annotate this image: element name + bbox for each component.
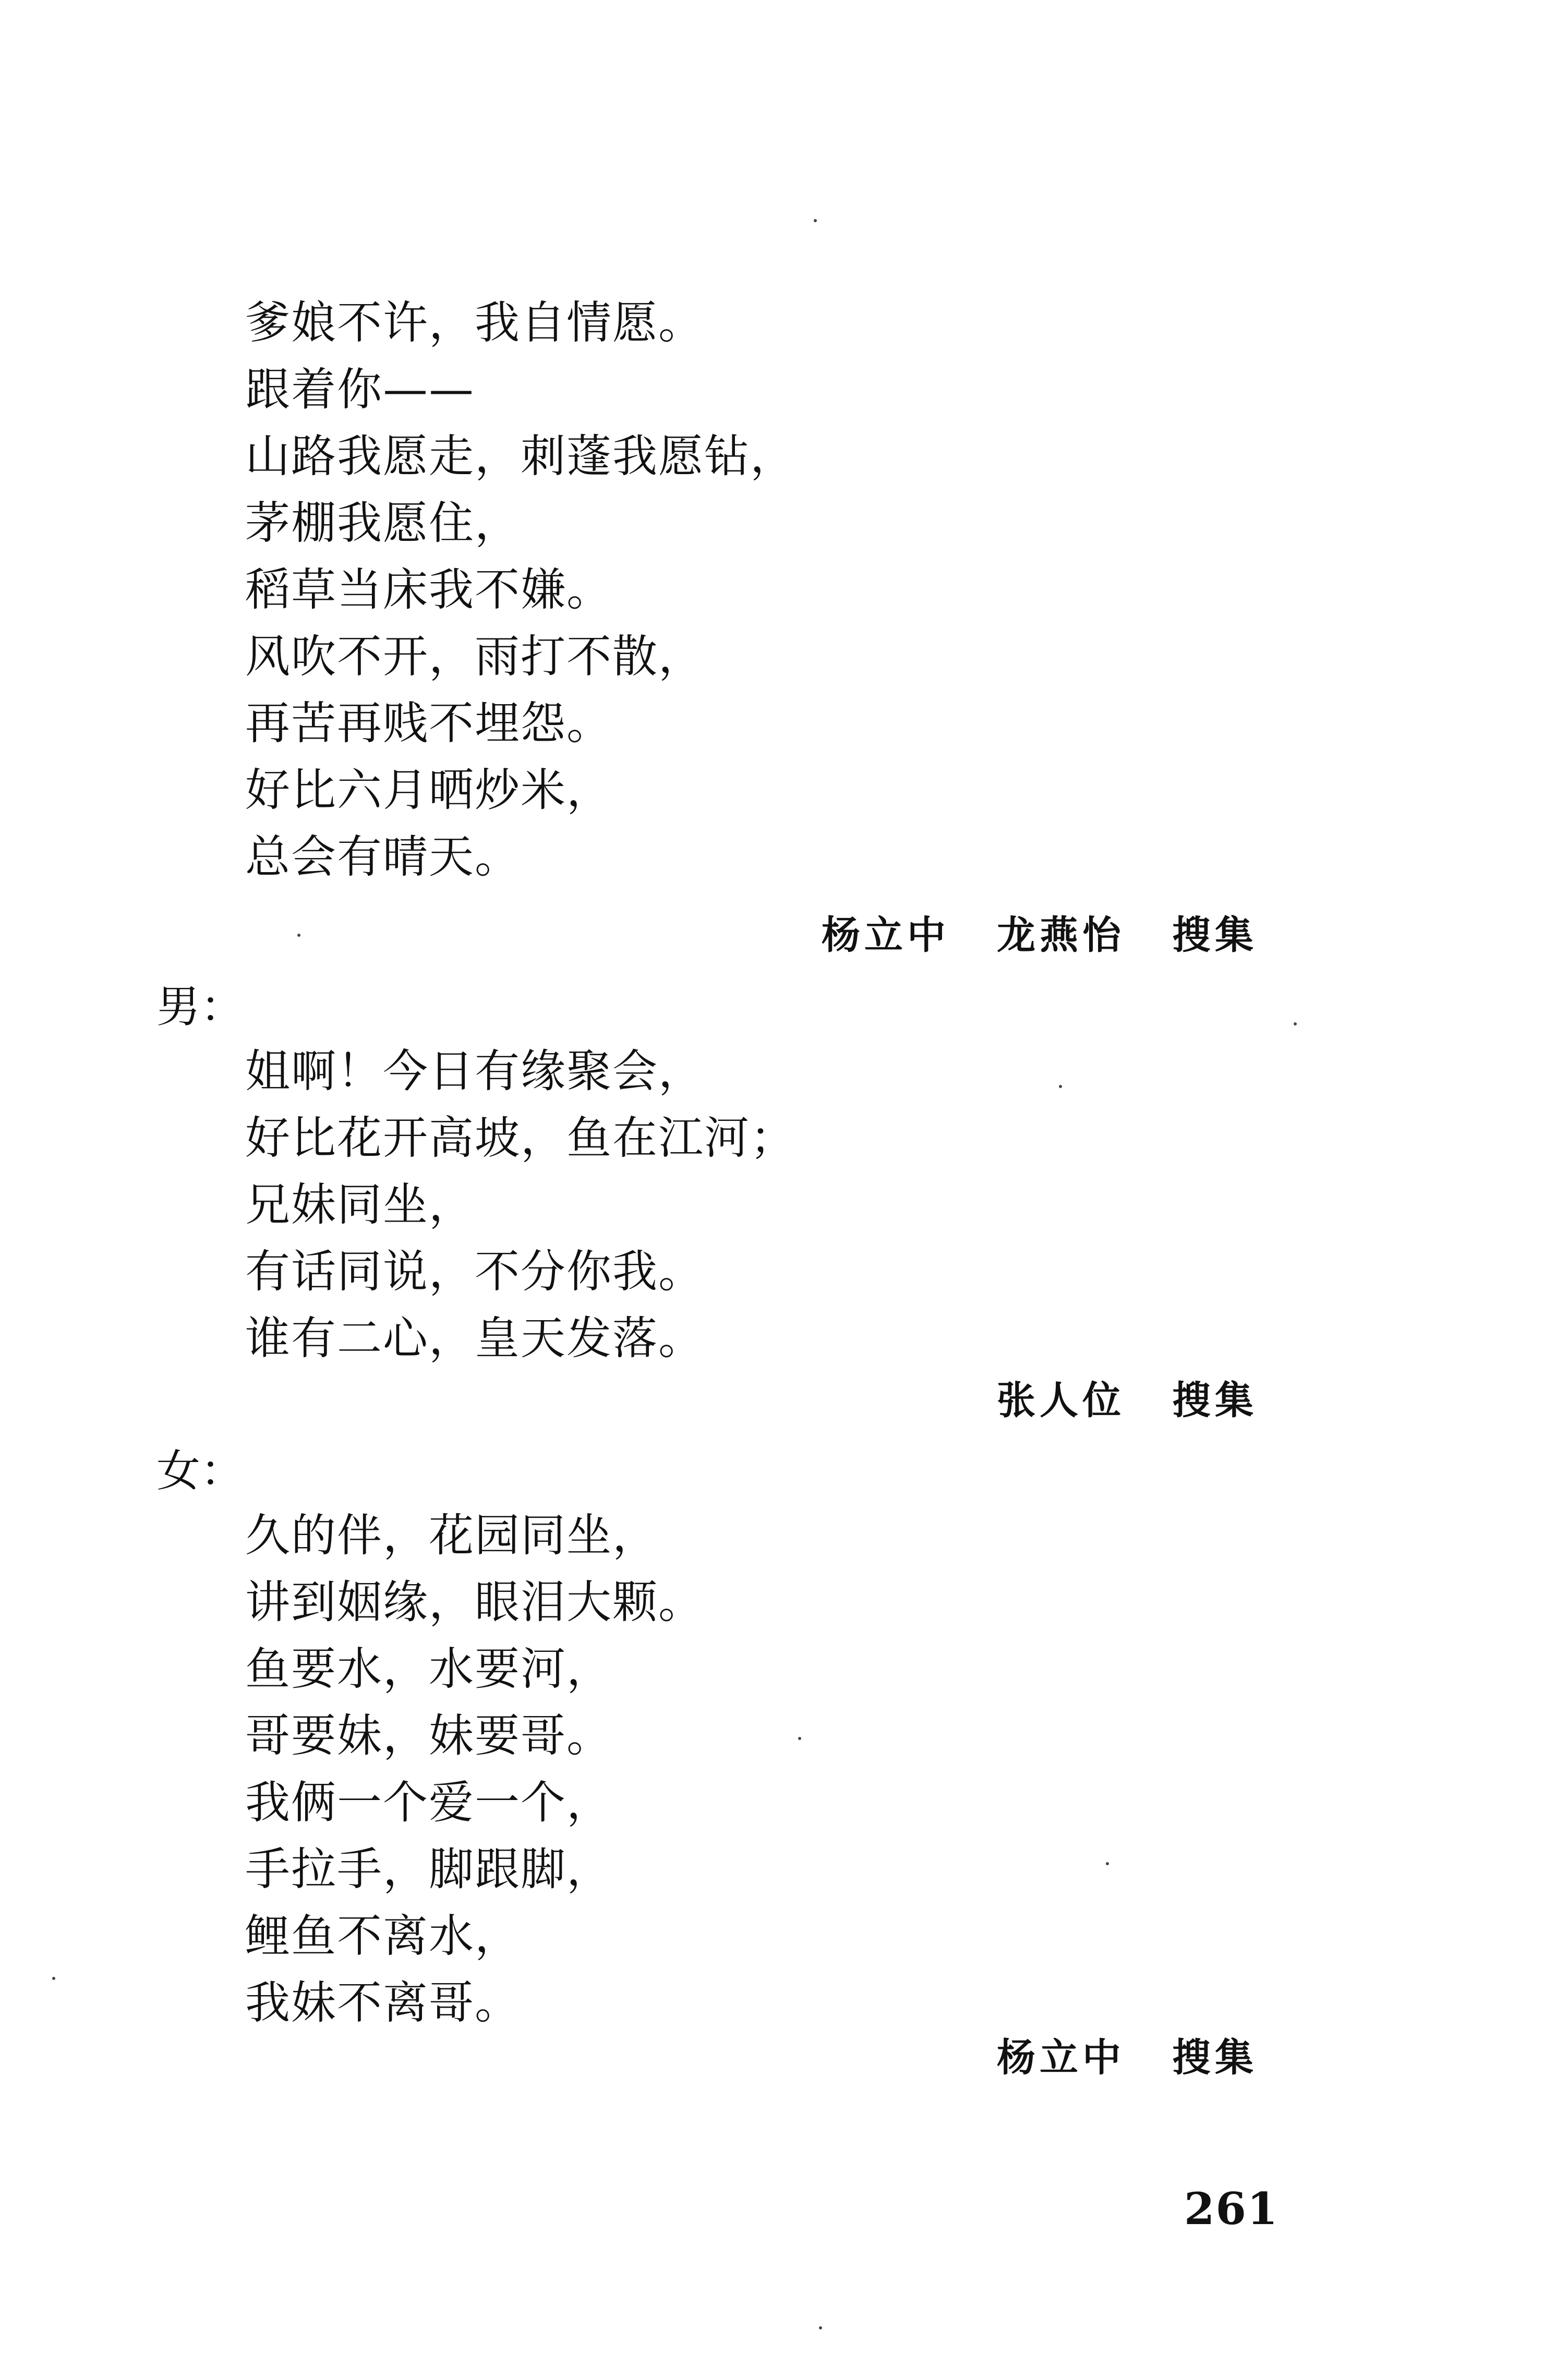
verse-line: 再苦再贱不埋怨。 bbox=[245, 697, 612, 750]
collector-name: 杨立中 bbox=[997, 2035, 1125, 2080]
scan-speck bbox=[819, 2326, 822, 2329]
verse-line: 好比花开高坡，鱼在江河； bbox=[245, 1112, 796, 1164]
verse-line: 山路我愿走，刺蓬我愿钻， bbox=[245, 430, 796, 482]
scan-speck bbox=[1106, 1862, 1109, 1865]
verse-line: 我俩一个爱一个， bbox=[245, 1777, 612, 1829]
verse-line: 稻草当床我不嫌。 bbox=[245, 564, 612, 616]
stanza-2 bbox=[245, 1038, 796, 1372]
scan-speck bbox=[1294, 1022, 1297, 1025]
verse-line: 跟着你—— bbox=[245, 364, 475, 416]
verse-line: 哥要妹，妹要哥。 bbox=[245, 1710, 612, 1762]
verse-line: 有话同说，不分你我。 bbox=[245, 1246, 704, 1298]
speaker-label: 女： bbox=[156, 1445, 245, 1496]
verse-line: 茅棚我愿住， bbox=[245, 497, 521, 549]
collector-name: 龙燕怡 bbox=[997, 913, 1125, 958]
verse-line: 我妹不离哥。 bbox=[245, 1977, 521, 2029]
verse-line: 手拉手，脚跟脚， bbox=[245, 1843, 612, 1895]
collector-credit bbox=[997, 1377, 1258, 1424]
scan-speck bbox=[52, 1977, 55, 1980]
verse-line: 爹娘不许，我自情愿。 bbox=[245, 297, 704, 349]
page-number: 261 bbox=[1184, 2183, 1279, 2235]
verse-line: 好比六月晒炒米， bbox=[245, 764, 612, 816]
collector-name: 张人位 bbox=[997, 1378, 1125, 1423]
stanza-3 bbox=[245, 1502, 704, 2036]
verse-line: 讲到姻缘，眼泪大颗。 bbox=[245, 1576, 704, 1628]
collector-credit bbox=[997, 2034, 1258, 2081]
verse-line: 谁有二心，皇天发落。 bbox=[245, 1312, 704, 1364]
verse-line: 鱼要水，水要河， bbox=[245, 1643, 612, 1695]
scan-speck bbox=[297, 934, 300, 937]
collector-credit bbox=[822, 912, 1258, 959]
collector-name: 杨立中 bbox=[822, 913, 950, 958]
verse-line: 总会有晴天。 bbox=[245, 831, 521, 883]
stanza-1 bbox=[245, 289, 796, 890]
collect-label: 搜集 bbox=[1172, 913, 1258, 958]
collect-label: 搜集 bbox=[1172, 1378, 1258, 1423]
verse-line: 久的伴，花园同坐， bbox=[245, 1509, 658, 1562]
scan-speck bbox=[1059, 1085, 1062, 1088]
verse-line: 鲤鱼不离水， bbox=[245, 1910, 521, 1962]
scan-speck bbox=[798, 1737, 801, 1740]
verse-line: 姐啊！今日有缘聚会， bbox=[245, 1045, 704, 1097]
verse-line: 风吹不开，雨打不散， bbox=[245, 631, 704, 683]
collect-label: 搜集 bbox=[1172, 2035, 1258, 2080]
verse-line: 兄妹同坐， bbox=[245, 1179, 475, 1231]
speaker-label: 男： bbox=[156, 981, 245, 1032]
scan-speck bbox=[814, 219, 817, 222]
